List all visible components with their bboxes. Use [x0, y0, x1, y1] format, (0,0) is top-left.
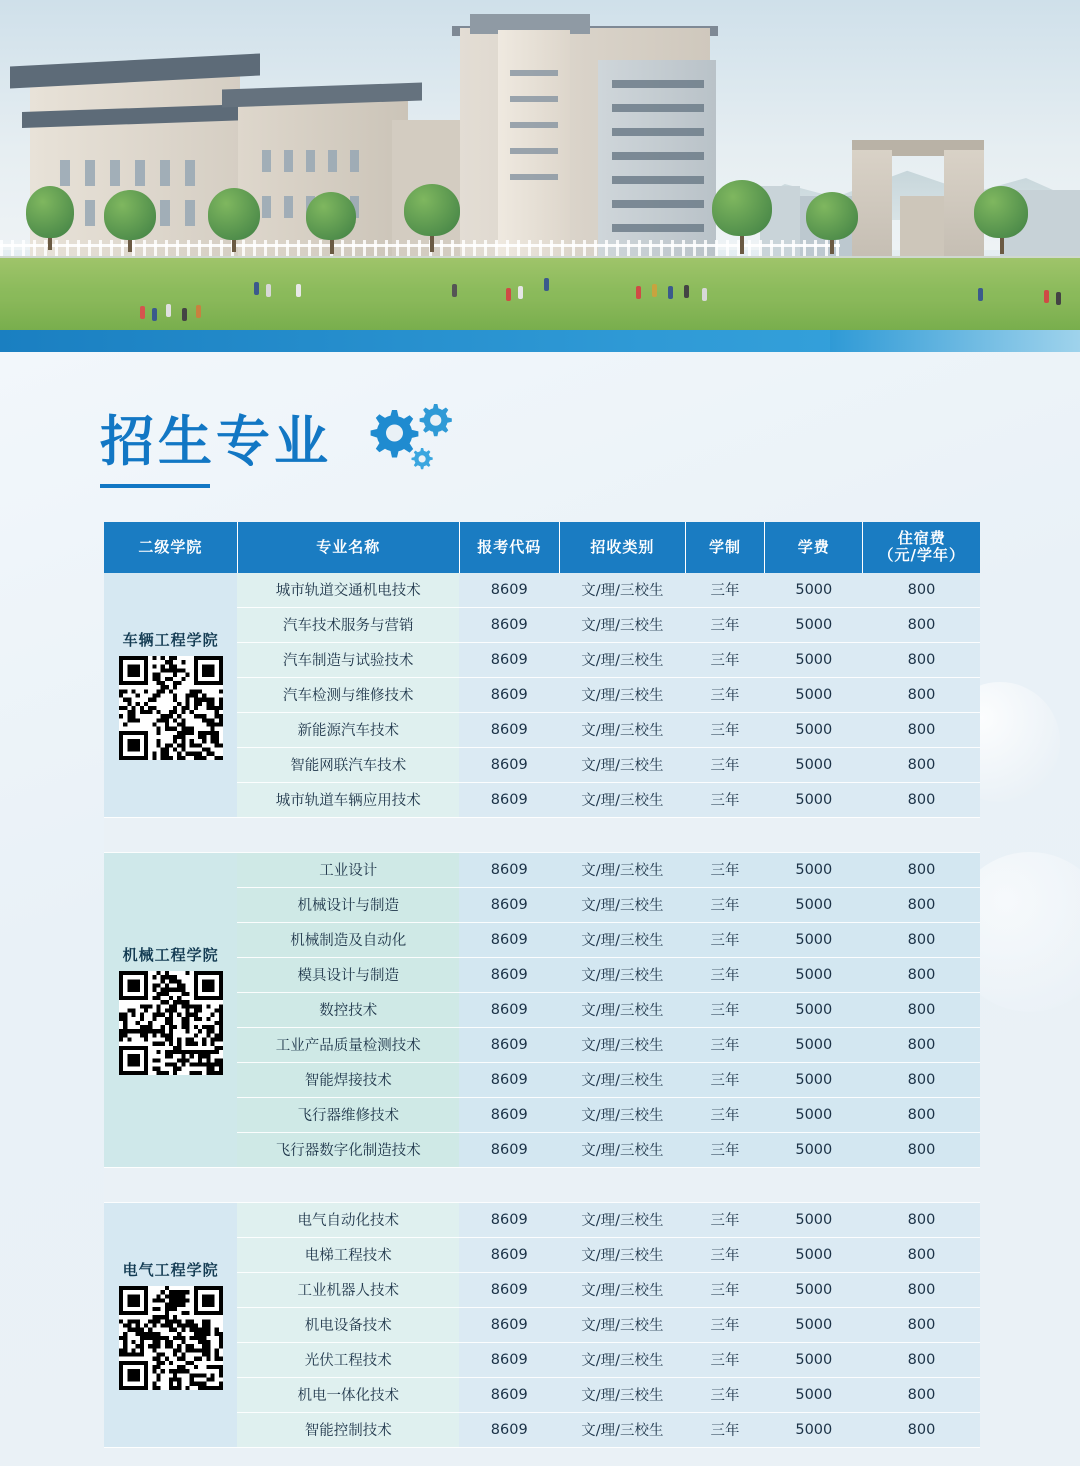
- study-years: 三年: [685, 1307, 764, 1342]
- exam-code: 8609: [459, 1307, 559, 1342]
- gear-icon-svg: [358, 402, 468, 482]
- tree: [712, 180, 772, 236]
- major-name: 城市轨道交通机电技术: [237, 573, 459, 608]
- housing-fee: 800: [863, 957, 980, 992]
- housing-fee: 800: [863, 1377, 980, 1412]
- admission-category: 文/理/三校生: [559, 922, 685, 957]
- window: [85, 200, 95, 226]
- tuition-fee: 5000: [765, 1062, 863, 1097]
- person: [254, 282, 259, 295]
- major-name: 机电设备技术: [237, 1307, 459, 1342]
- housing-fee: 800: [863, 1027, 980, 1062]
- window: [284, 150, 293, 172]
- table-row: [104, 1202, 980, 1237]
- exam-code: 8609: [459, 957, 559, 992]
- tuition-fee: 5000: [765, 1097, 863, 1132]
- exam-code: 8609: [459, 1132, 559, 1167]
- admission-category: 文/理/三校生: [559, 1307, 685, 1342]
- housing-fee: 800: [863, 747, 980, 782]
- person: [1056, 292, 1061, 305]
- study-years: 三年: [685, 747, 764, 782]
- exam-code: 8609: [459, 642, 559, 677]
- col-tuition: 学费: [765, 522, 863, 573]
- col-years: 学制: [685, 522, 764, 573]
- person: [978, 288, 983, 301]
- exam-code: 8609: [459, 1062, 559, 1097]
- admission-category: 文/理/三校生: [559, 992, 685, 1027]
- tuition-fee: 5000: [765, 1377, 863, 1412]
- exam-code: 8609: [459, 1202, 559, 1237]
- major-name: 机械设计与制造: [237, 887, 459, 922]
- majors-table: [104, 522, 980, 1448]
- major-name: 汽车制造与试验技术: [237, 642, 459, 677]
- major-name: 数控技术: [237, 992, 459, 1027]
- admission-category: 文/理/三校生: [559, 1237, 685, 1272]
- tuition-fee: 5000: [765, 1027, 863, 1062]
- housing-fee: 800: [863, 1272, 980, 1307]
- admission-category: 文/理/三校生: [559, 1377, 685, 1412]
- study-years: 三年: [685, 1412, 764, 1447]
- exam-code: 8609: [459, 747, 559, 782]
- tuition-fee: 5000: [765, 1237, 863, 1272]
- tuition-fee: 5000: [765, 1132, 863, 1167]
- window: [85, 160, 95, 186]
- housing-fee: 800: [863, 607, 980, 642]
- window: [262, 196, 271, 218]
- majors-section: [0, 352, 1080, 1466]
- exam-code: 8609: [459, 712, 559, 747]
- admission-category: 文/理/三校生: [559, 1342, 685, 1377]
- qr-code-mechanical-engineering[interactable]: [119, 971, 223, 1075]
- tuition-fee: 5000: [765, 957, 863, 992]
- study-years: 三年: [685, 782, 764, 817]
- tree: [806, 192, 858, 240]
- tuition-fee: 5000: [765, 712, 863, 747]
- tuition-fee: 5000: [765, 782, 863, 817]
- tree: [974, 186, 1028, 238]
- tuition-fee: 5000: [765, 607, 863, 642]
- window-band: [612, 152, 704, 160]
- qr-code-electrical-engineering[interactable]: [119, 1286, 223, 1390]
- page-title: 招生专业: [100, 410, 332, 473]
- admission-category: 文/理/三校生: [559, 1202, 685, 1237]
- tuition-fee: 5000: [765, 747, 863, 782]
- table-body: [104, 573, 980, 1448]
- person: [652, 284, 657, 297]
- study-years: 三年: [685, 1272, 764, 1307]
- admission-category: 文/理/三校生: [559, 782, 685, 817]
- exam-code: 8609: [459, 1412, 559, 1447]
- person: [702, 288, 707, 301]
- gear-icon: [358, 402, 468, 482]
- admission-category: 文/理/三校生: [559, 607, 685, 642]
- group-separator: [104, 817, 980, 852]
- tree: [404, 184, 460, 236]
- study-years: 三年: [685, 887, 764, 922]
- housing-fee: 800: [863, 1342, 980, 1377]
- exam-code: 8609: [459, 852, 559, 887]
- college-cell: [104, 1202, 237, 1447]
- window: [160, 160, 170, 186]
- housing-fee: 800: [863, 642, 980, 677]
- study-years: 三年: [685, 573, 764, 608]
- housing-fee: 800: [863, 573, 980, 608]
- tree: [26, 186, 74, 238]
- major-name: 新能源汽车技术: [237, 712, 459, 747]
- major-name: 智能焊接技术: [237, 1062, 459, 1097]
- col-housing: [863, 522, 980, 573]
- tuition-fee: 5000: [765, 1202, 863, 1237]
- window-band: [612, 176, 704, 184]
- person: [266, 284, 271, 297]
- admission-category: 文/理/三校生: [559, 1062, 685, 1097]
- study-years: 三年: [685, 642, 764, 677]
- exam-code: 8609: [459, 992, 559, 1027]
- qr-code-vehicle-engineering[interactable]: [119, 656, 223, 760]
- exam-code: 8609: [459, 887, 559, 922]
- building-right-wing: [598, 60, 716, 270]
- tuition-fee: 5000: [765, 677, 863, 712]
- tuition-fee: 5000: [765, 642, 863, 677]
- tuition-fee: 5000: [765, 1412, 863, 1447]
- person: [296, 284, 301, 297]
- person: [544, 278, 549, 291]
- admission-category: 文/理/三校生: [559, 1412, 685, 1447]
- admission-category: 文/理/三校生: [559, 677, 685, 712]
- window: [185, 200, 195, 226]
- window-band: [612, 128, 704, 136]
- col-major: 专业名称: [237, 522, 459, 573]
- housing-fee: 800: [863, 1097, 980, 1132]
- col-housing-line2: （元/学年）: [878, 546, 965, 565]
- tree: [208, 188, 260, 240]
- window: [185, 160, 195, 186]
- major-name: 城市轨道车辆应用技术: [237, 782, 459, 817]
- tuition-fee: 5000: [765, 852, 863, 887]
- exam-code: 8609: [459, 1342, 559, 1377]
- window-band: [612, 200, 704, 208]
- person: [140, 306, 145, 319]
- college-name: 电气工程学院: [122, 1261, 219, 1279]
- admission-category: 文/理/三校生: [559, 573, 685, 608]
- exam-code: 8609: [459, 573, 559, 608]
- major-name: 模具设计与制造: [237, 957, 459, 992]
- lawn-foreground: [0, 300, 1080, 334]
- window: [110, 160, 120, 186]
- admission-category: 文/理/三校生: [559, 1097, 685, 1132]
- study-years: 三年: [685, 1132, 764, 1167]
- housing-fee: 800: [863, 782, 980, 817]
- person: [636, 286, 641, 299]
- campus-hero-image: [0, 0, 1080, 352]
- tuition-fee: 5000: [765, 1307, 863, 1342]
- group-separator: [104, 1167, 980, 1202]
- housing-fee: 800: [863, 712, 980, 747]
- exam-code: 8609: [459, 1027, 559, 1062]
- study-years: 三年: [685, 992, 764, 1027]
- tuition-fee: 5000: [765, 887, 863, 922]
- exam-code: 8609: [459, 1377, 559, 1412]
- major-name: 工业设计: [237, 852, 459, 887]
- study-years: 三年: [685, 852, 764, 887]
- window-band: [612, 224, 704, 232]
- college-cell: [104, 573, 237, 818]
- study-years: 三年: [685, 677, 764, 712]
- admission-category: 文/理/三校生: [559, 1132, 685, 1167]
- study-years: 三年: [685, 1097, 764, 1132]
- admission-category: 文/理/三校生: [559, 1272, 685, 1307]
- person: [518, 286, 523, 299]
- major-name: 工业产品质量检测技术: [237, 1027, 459, 1062]
- major-name: 智能网联汽车技术: [237, 747, 459, 782]
- study-years: 三年: [685, 1237, 764, 1272]
- tuition-fee: 5000: [765, 992, 863, 1027]
- major-name: 飞行器数字化制造技术: [237, 1132, 459, 1167]
- study-years: 三年: [685, 957, 764, 992]
- window-band: [510, 174, 558, 180]
- major-name: 电气自动化技术: [237, 1202, 459, 1237]
- admission-category: 文/理/三校生: [559, 887, 685, 922]
- exam-code: 8609: [459, 922, 559, 957]
- person: [684, 285, 689, 298]
- table-row: [104, 573, 980, 608]
- fence-rail: [0, 244, 840, 247]
- window-band: [612, 80, 704, 88]
- col-housing-line1: 住宿费: [897, 529, 946, 547]
- section-title-wrap: [100, 402, 468, 482]
- window: [135, 160, 145, 186]
- tuition-fee: 5000: [765, 1342, 863, 1377]
- person: [196, 305, 201, 318]
- admission-category: 文/理/三校生: [559, 957, 685, 992]
- major-name: 智能控制技术: [237, 1412, 459, 1447]
- gate-pillar: [852, 150, 892, 270]
- tuition-fee: 5000: [765, 1272, 863, 1307]
- tuition-fee: 5000: [765, 922, 863, 957]
- person: [152, 308, 157, 321]
- study-years: 三年: [685, 1027, 764, 1062]
- housing-fee: 800: [863, 852, 980, 887]
- table-header-row: [104, 522, 980, 573]
- tuition-fee: 5000: [765, 573, 863, 608]
- col-code: 报考代码: [459, 522, 559, 573]
- window: [328, 150, 337, 172]
- tree: [306, 192, 356, 240]
- admission-category: 文/理/三校生: [559, 712, 685, 747]
- window: [284, 196, 293, 218]
- housing-fee: 800: [863, 992, 980, 1027]
- college-cell: [104, 852, 237, 1167]
- study-years: 三年: [685, 922, 764, 957]
- study-years: 三年: [685, 1062, 764, 1097]
- window: [60, 160, 70, 186]
- exam-code: 8609: [459, 1272, 559, 1307]
- major-name: 汽车检测与维修技术: [237, 677, 459, 712]
- admission-category: 文/理/三校生: [559, 747, 685, 782]
- col-college: 二级学院: [104, 522, 237, 573]
- major-name: 汽车技术服务与营销: [237, 607, 459, 642]
- window-band: [510, 148, 558, 154]
- major-name: 工业机器人技术: [237, 1272, 459, 1307]
- study-years: 三年: [685, 712, 764, 747]
- housing-fee: 800: [863, 677, 980, 712]
- study-years: 三年: [685, 1202, 764, 1237]
- tree: [104, 190, 156, 240]
- person: [182, 308, 187, 321]
- exam-code: 8609: [459, 607, 559, 642]
- exam-code: 8609: [459, 1097, 559, 1132]
- housing-fee: 800: [863, 887, 980, 922]
- photo-bottom-bar: [0, 330, 1080, 352]
- table-row: [104, 852, 980, 887]
- window: [262, 150, 271, 172]
- major-name: 飞行器维修技术: [237, 1097, 459, 1132]
- window-band: [510, 70, 558, 76]
- window: [160, 200, 170, 226]
- study-years: 三年: [685, 1377, 764, 1412]
- housing-fee: 800: [863, 1202, 980, 1237]
- admission-category: 文/理/三校生: [559, 1027, 685, 1062]
- person: [506, 288, 511, 301]
- person: [452, 284, 457, 297]
- window: [350, 150, 359, 172]
- major-name: 光伏工程技术: [237, 1342, 459, 1377]
- title-underline: [100, 484, 210, 488]
- housing-fee: 800: [863, 1307, 980, 1342]
- admission-category: 文/理/三校生: [559, 852, 685, 887]
- college-name: 机械工程学院: [122, 946, 219, 964]
- major-name: 机械制造及自动化: [237, 922, 459, 957]
- study-years: 三年: [685, 1342, 764, 1377]
- window: [306, 150, 315, 172]
- person: [1044, 290, 1049, 303]
- person: [668, 286, 673, 299]
- housing-fee: 800: [863, 922, 980, 957]
- table-header: [104, 522, 980, 573]
- admission-category: 文/理/三校生: [559, 642, 685, 677]
- housing-fee: 800: [863, 1412, 980, 1447]
- housing-fee: 800: [863, 1132, 980, 1167]
- housing-fee: 800: [863, 1237, 980, 1272]
- col-category: 招收类别: [559, 522, 685, 573]
- window-band: [510, 122, 558, 128]
- person: [166, 304, 171, 317]
- major-name: 电梯工程技术: [237, 1237, 459, 1272]
- window-band: [510, 96, 558, 102]
- window-band: [612, 104, 704, 112]
- exam-code: 8609: [459, 1237, 559, 1272]
- college-name: 车辆工程学院: [122, 631, 219, 649]
- housing-fee: 800: [863, 1062, 980, 1097]
- exam-code: 8609: [459, 782, 559, 817]
- major-name: 机电一体化技术: [237, 1377, 459, 1412]
- study-years: 三年: [685, 607, 764, 642]
- exam-code: 8609: [459, 677, 559, 712]
